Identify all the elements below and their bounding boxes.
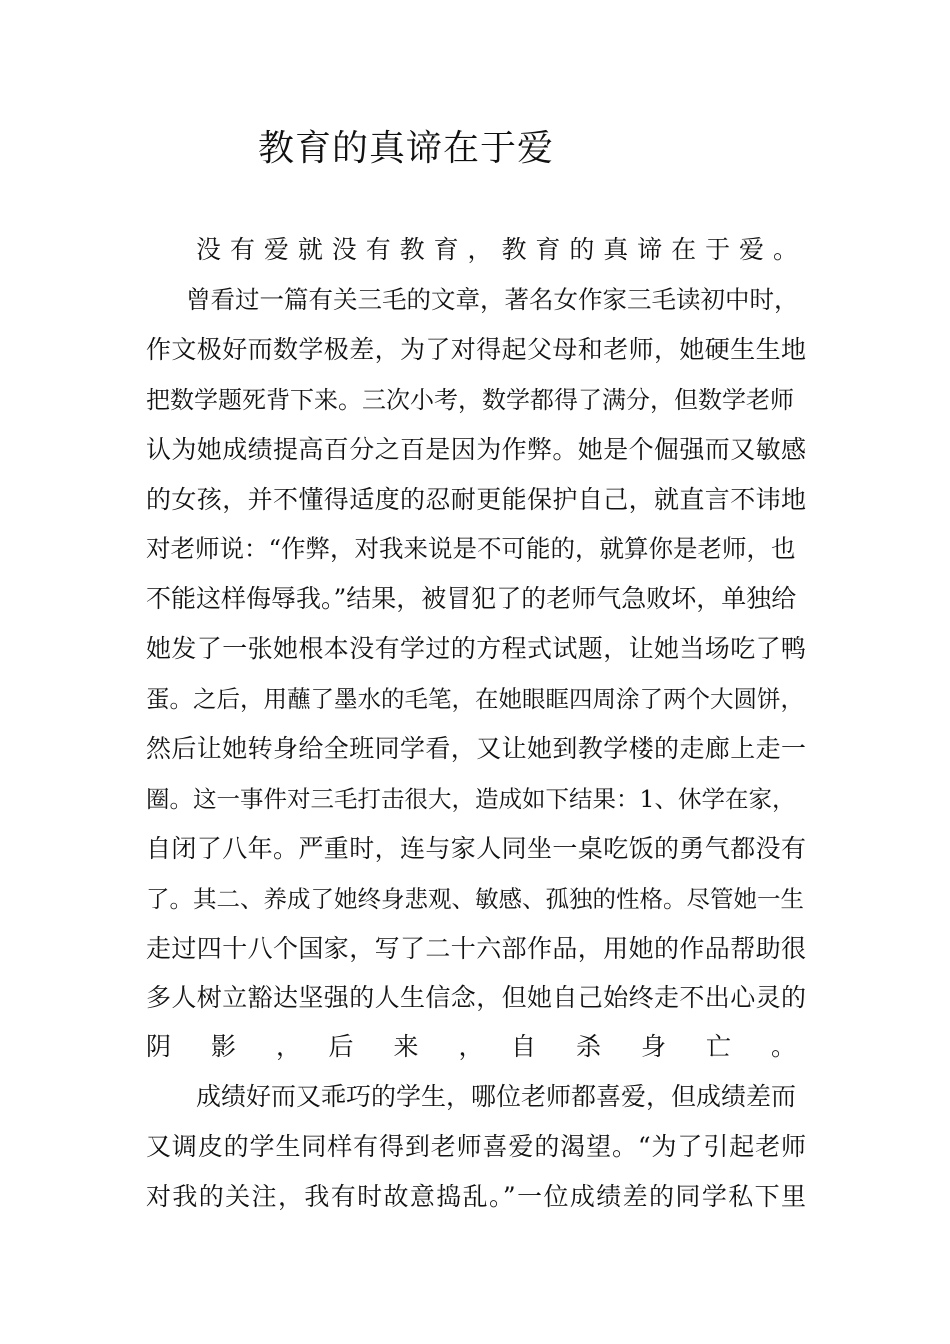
paragraph-line-12: 圈。这一事件对三毛打击很大，造成如下结果：1、休学在家， (146, 785, 796, 813)
paragraph-line-15: 走过四十八个国家，写了二十六部作品，用她的作品帮助很 (146, 934, 806, 963)
paragraph-line-11: 然后让她转身给全班同学看，又让她到教学楼的走廊上走一 (146, 734, 806, 763)
paragraph-line-8: 不能这样侮辱我。”结果，被冒犯了的老师气急败坏，单独给 (146, 584, 797, 613)
paragraph-line-20: 对我的关注，我有时故意捣乱。”一位成绩差的同学私下里 (146, 1182, 806, 1211)
paragraph-line-13: 自闭了八年。严重时，连与家人同坐一桌吃饭的勇气都没有 (146, 834, 806, 863)
paragraph-line-7: 对老师说：“作弊，对我来说是不可能的，就算你是老师，也 (146, 534, 796, 563)
paragraph-line-6: 的女孩，并不懂得适度的忍耐更能保护自己，就直言不讳地 (146, 485, 806, 514)
paragraph-line-16: 多人树立豁达坚强的人生信念，但她自己始终走不出心灵的 (146, 983, 806, 1012)
paragraph-line-17: 阴 影 ， 后 来 ， 自 杀 身 亡 。 (146, 1032, 796, 1061)
paragraph-line-1: 没 有 爱 就 没 有 教 育 ， 教 育 的 真 谛 在 于 爱 。 (196, 235, 798, 264)
paragraph-line-14: 了。其二、养成了她终身悲观、敏感、孤独的性格。尽管她一生 (146, 885, 804, 913)
paragraph-line-5: 认为她成绩提高百分之百是因为作弊。她是个倔强而又敏感 (146, 435, 806, 464)
document-title: 教育的真谛在于爱 (258, 128, 555, 169)
paragraph-line-10: 蛋。之后，用蘸了墨水的毛笔，在她眼眶四周涂了两个大圆饼， (146, 685, 804, 713)
paragraph-line-19: 又调皮的学生同样有得到老师喜爱的渴望。“为了引起老师 (146, 1132, 806, 1161)
paragraph-line-3: 作文极好而数学极差，为了对得起父母和老师，她硬生生地 (146, 335, 806, 364)
paragraph-line-9: 她发了一张她根本没有学过的方程式试题，让她当场吃了鸭 (146, 634, 806, 663)
paragraph-line-2: 曾看过一篇有关三毛的文章，著名女作家三毛读初中时， (186, 285, 799, 314)
paragraph-line-4: 把数学题死背下来。三次小考，数学都得了满分，但数学老师 (146, 386, 794, 414)
paragraph-line-18: 成绩好而又乖巧的学生，哪位老师都喜爱，但成绩差而 (196, 1082, 797, 1111)
